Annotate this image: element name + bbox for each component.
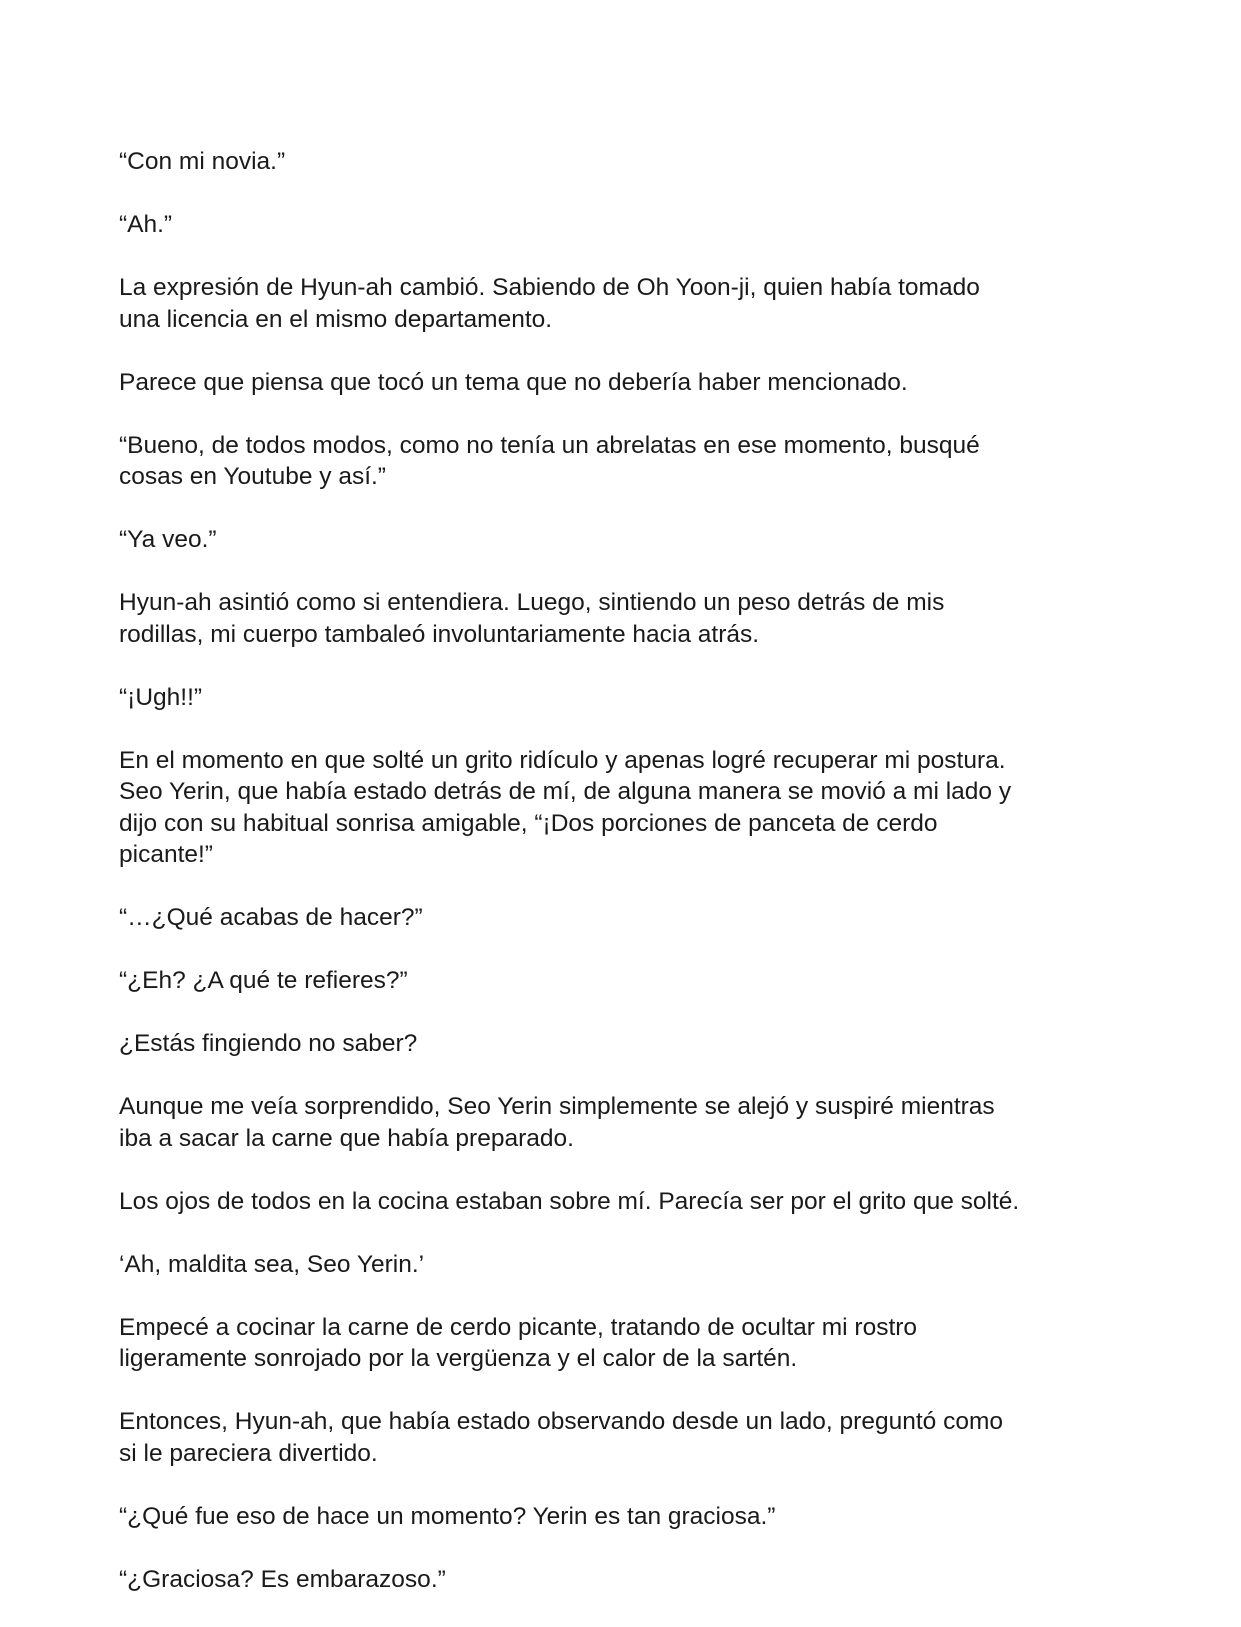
text-line: Los ojos de todos en la cocina estaban sobre mí. Parecía ser por el grito que solté. <box>119 1187 1020 1215</box>
text-line: Aunque me veía sorprendido, Seo Yerin simplemente se alejó y suspiré mientras <box>119 1093 995 1120</box>
paragraph <box>119 1091 1129 1154</box>
text-line: cosas en Youtube y así.” <box>119 463 386 490</box>
paragraph <box>119 146 1129 178</box>
text-line: picante!” <box>119 841 213 868</box>
paragraph <box>119 1249 1129 1281</box>
paragraph <box>119 745 1129 871</box>
text-line: “Ah.” <box>119 211 173 238</box>
paragraph <box>119 587 1129 650</box>
paragraph <box>119 430 1129 493</box>
paragraph <box>119 272 1129 335</box>
text-line: “Con mi novia.” <box>119 148 286 175</box>
text-line: ‘Ah, maldita sea, Seo Yerin.’ <box>119 1250 425 1278</box>
text-line: “Bueno, de todos modos, como no tenía un abrelatas en ese momento, busqué <box>119 431 980 459</box>
document-body <box>119 146 1129 1627</box>
text-line: Empecé a cocinar la carne de cerdo picante, tratando de ocultar mi rostro <box>119 1313 918 1341</box>
text-line: “Ya veo.” <box>119 526 217 553</box>
text-line: ligeramente sonrojado por la vergüenza y el calor de la sartén. <box>119 1345 798 1372</box>
text-line: rodillas, mi cuerpo tambaleó involuntariamente hacia atrás. <box>119 620 760 648</box>
text-line: “¡Ugh!!” <box>119 683 203 711</box>
paragraph <box>119 1186 1129 1218</box>
text-line: “¿Eh? ¿A qué te refieres?” <box>119 967 408 994</box>
paragraph <box>119 209 1129 241</box>
text-line: iba a sacar la carne que había preparado. <box>119 1124 574 1152</box>
text-line: La expresión de Hyun-ah cambió. Sabiendo de Oh Yoon-ji, quien había tomado <box>119 274 980 301</box>
paragraph <box>119 367 1129 399</box>
paragraph <box>119 1501 1129 1533</box>
text-line: una licencia en el mismo departamento. <box>119 305 553 333</box>
text-line: “…¿Qué acabas de hacer?” <box>119 904 423 931</box>
text-line: Seo Yerin, que había estado detrás de mí, de alguna manera se movió a mi lado y <box>119 778 1012 805</box>
paragraph <box>119 1312 1129 1375</box>
text-line: Entonces, Hyun-ah, que había estado observando desde un lado, preguntó como <box>119 1408 1003 1435</box>
text-line: “¿Qué fue eso de hace un momento? Yerin es tan graciosa.” <box>119 1502 776 1530</box>
text-line: “¿Graciosa? Es embarazoso.” <box>119 1565 446 1593</box>
paragraph <box>119 524 1129 556</box>
paragraph <box>119 1406 1129 1469</box>
text-line: En el momento en que solté un grito ridículo y apenas logré recuperar mi postura. <box>119 746 1006 774</box>
text-line: Hyun-ah asintió como si entendiera. Luego, sintiendo un peso detrás de mis <box>119 589 945 616</box>
paragraph <box>119 682 1129 714</box>
paragraph <box>119 1564 1129 1596</box>
paragraph <box>119 965 1129 997</box>
paragraph <box>119 902 1129 934</box>
text-line: ¿Estás fingiendo no saber? <box>119 1030 418 1057</box>
text-line: dijo con su habitual sonrisa amigable, “¡Dos porciones de panceta de cerdo <box>119 809 938 837</box>
text-line: Parece que piensa que tocó un tema que no debería haber mencionado. <box>119 368 908 396</box>
text-line: si le pareciera divertido. <box>119 1439 378 1467</box>
paragraph <box>119 1028 1129 1060</box>
